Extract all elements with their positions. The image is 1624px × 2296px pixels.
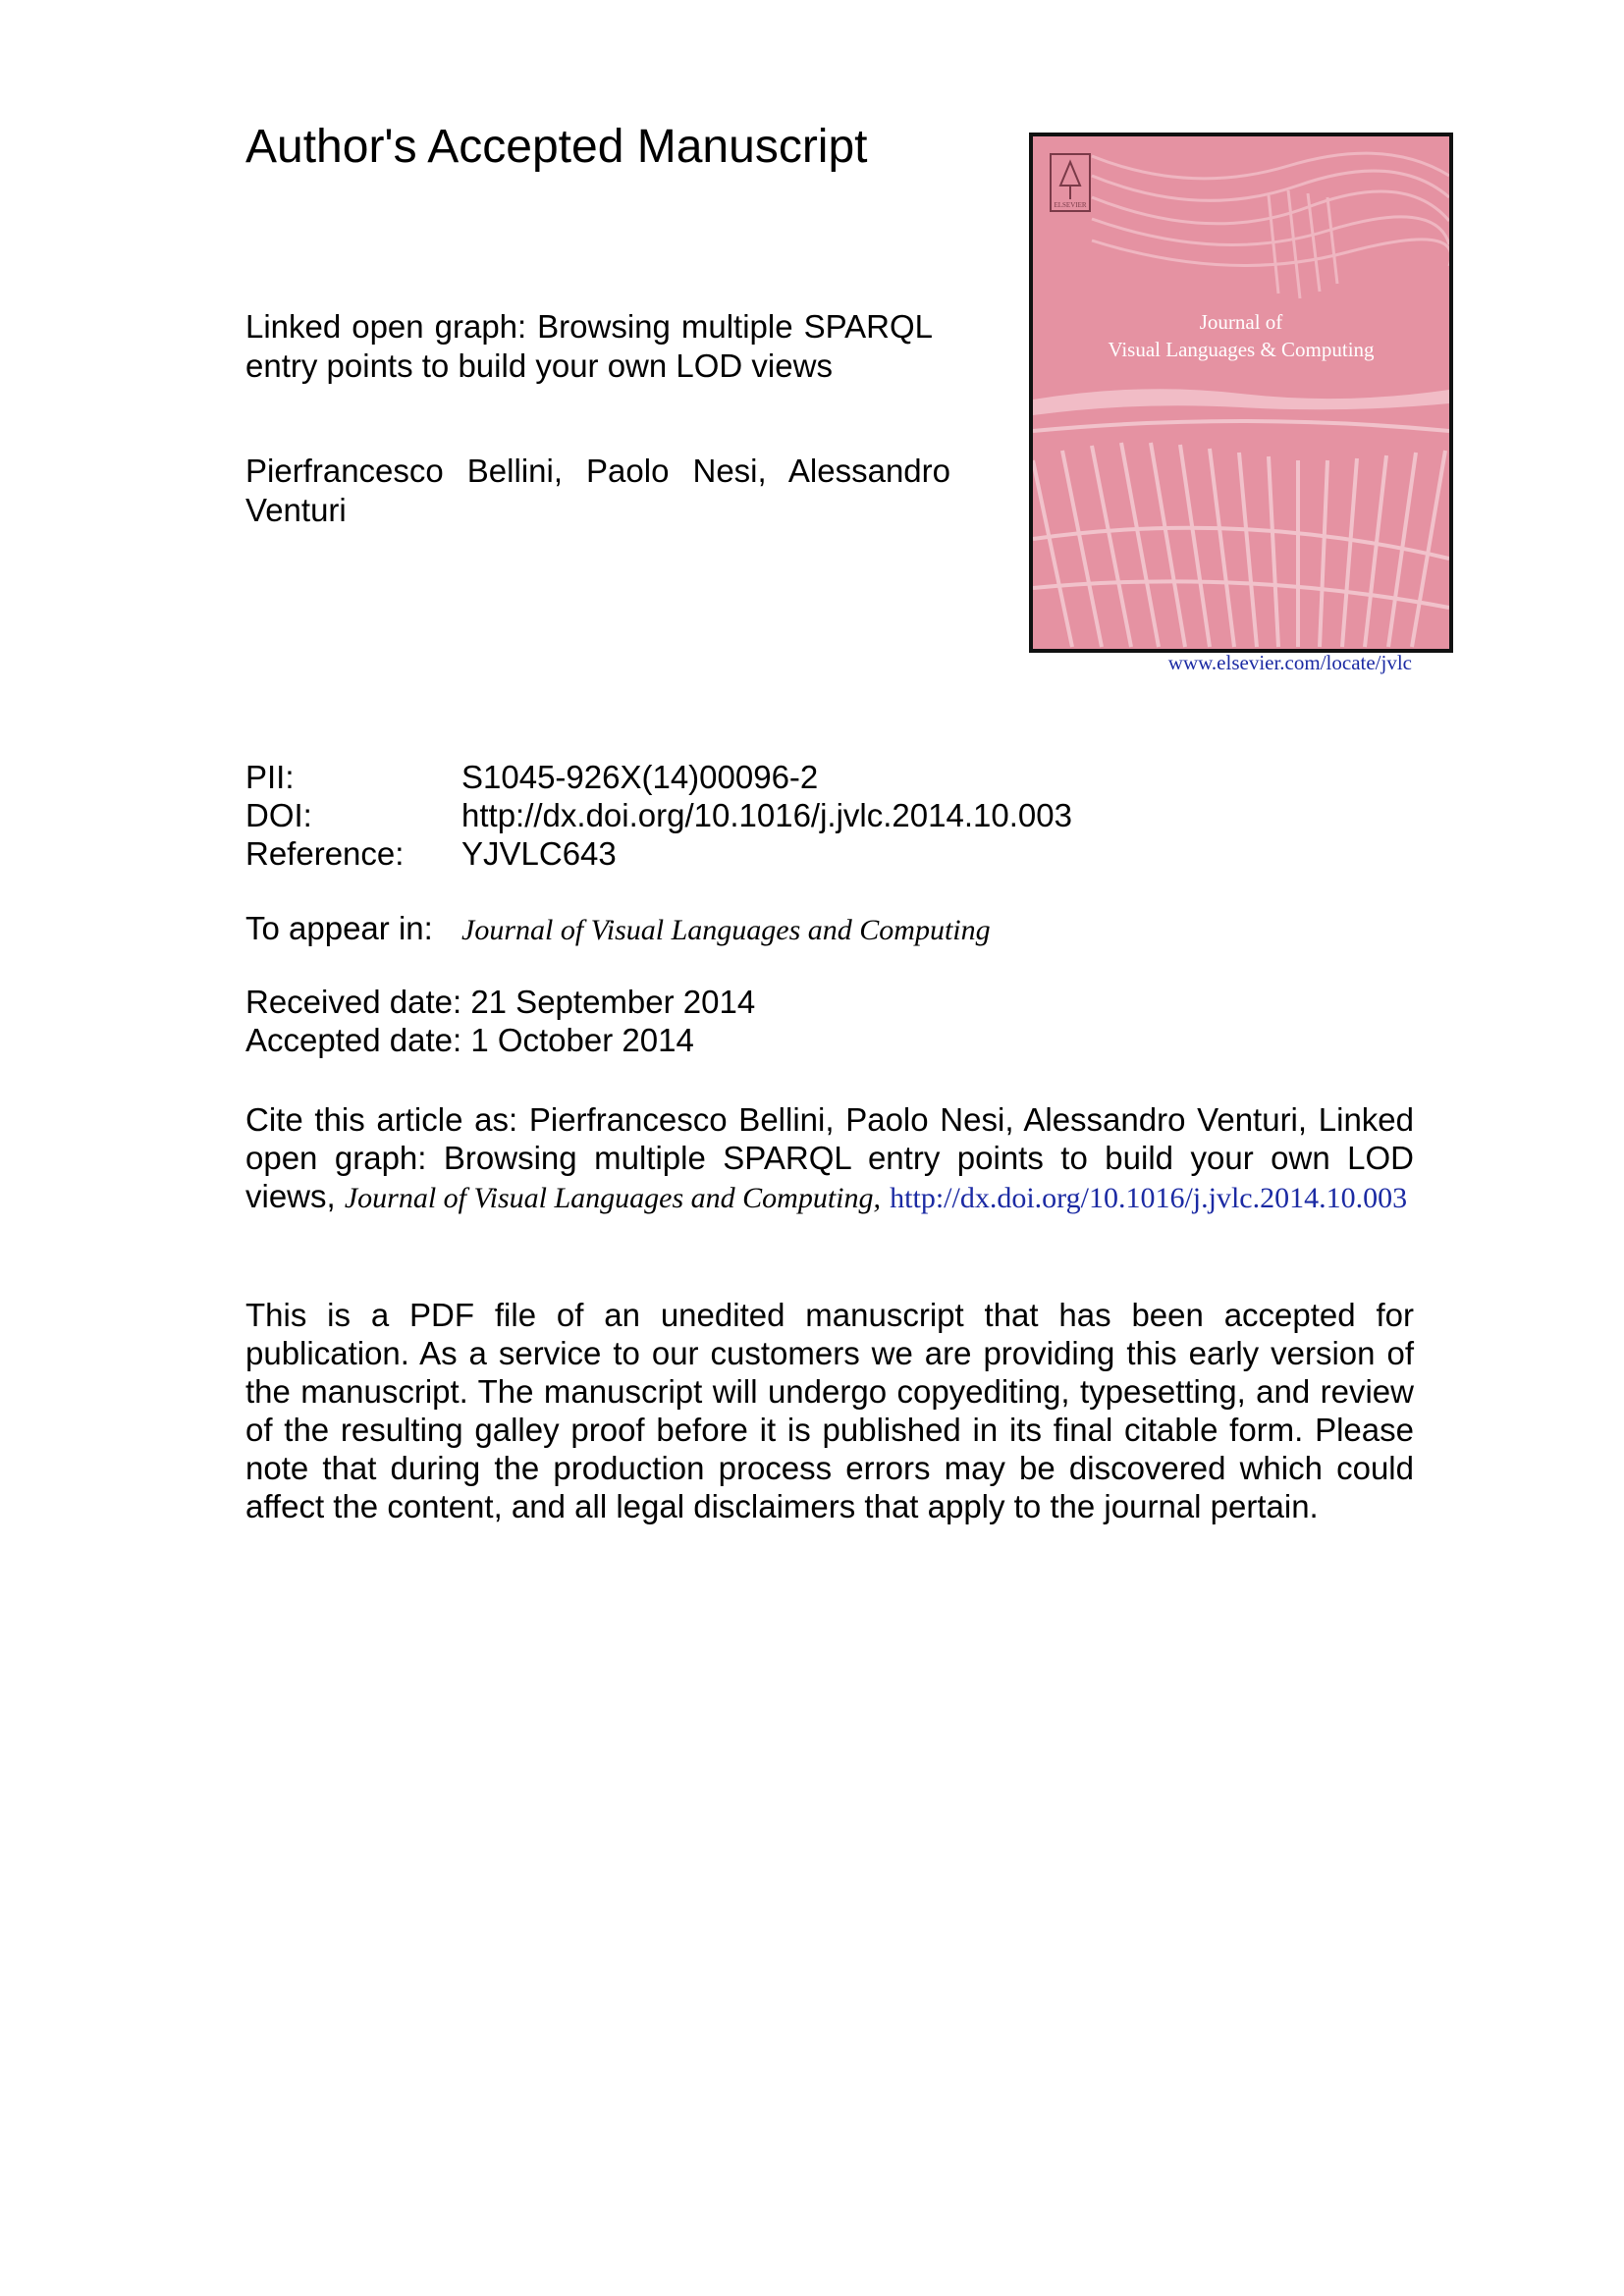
manuscript-notice: This is a PDF file of an unedited manuscript that has been accepted for publication. As a service to our customers we are providing this early version of the manuscript. The manuscript will undergo copyediting, typesetting, and review of the resulting galley proof before it is published in its final citable form. Please note that during the production process errors may be discovered which could affect the content, and all legal disclaimers that apply to the journal pertain.: [245, 1297, 1414, 1524]
doi-label: DOI:: [245, 797, 312, 833]
doi-row: [245, 796, 1072, 834]
appear-value: Journal of Visual Languages and Computing: [461, 914, 991, 946]
cover-journal-line2: Visual Languages & Computing: [1108, 338, 1375, 361]
cover-journal-line1: Journal of: [1199, 310, 1283, 334]
received-row: [245, 983, 755, 1021]
accepted-label: Accepted date:: [245, 1022, 462, 1058]
publisher-logo-text: ELSEVIER: [1054, 201, 1087, 209]
citation-journal: Journal of Visual Languages and Computing,: [344, 1182, 881, 1214]
appear-label: To appear in:: [245, 910, 433, 946]
citation-paragraph: [245, 1100, 1414, 1217]
article-authors: Pierfrancesco Bellini, Paolo Nesi, Alessandro Venturi: [245, 453, 950, 528]
manuscript-heading: Author's Accepted Manuscript: [245, 121, 868, 173]
citation-text: Cite this article as: Pierfrancesco Bellini, Paolo Nesi, Alessandro Venturi, Linked open graph: Browsing multiple SPARQL entry points to build your own LOD views,: [245, 1101, 1414, 1214]
accepted-value: 1 October 2014: [470, 1022, 694, 1058]
reference-row: [245, 834, 617, 873]
journal-cover-art: [1033, 136, 1449, 649]
received-label: Received date:: [245, 984, 462, 1020]
doi-value[interactable]: http://dx.doi.org/10.1016/j.jvlc.2014.10.003: [461, 797, 1072, 833]
journal-url-link[interactable]: www.elsevier.com/locate/jvlc: [1167, 651, 1412, 674]
pii-label: PII:: [245, 759, 295, 795]
appear-row: [245, 909, 991, 949]
article-title: Linked open graph: Browsing multiple SPARQL entry points to build your own LOD views: [245, 308, 933, 384]
received-value: 21 September 2014: [470, 984, 756, 1020]
reference-label: Reference:: [245, 835, 405, 872]
reference-value: YJVLC643: [461, 835, 617, 872]
accepted-row: [245, 1021, 694, 1059]
pii-value: S1045-926X(14)00096-2: [461, 759, 819, 795]
pii-row: [245, 758, 818, 796]
journal-cover: [1029, 133, 1453, 653]
citation-doi-link[interactable]: http://dx.doi.org/10.1016/j.jvlc.2014.10.003: [890, 1182, 1408, 1214]
